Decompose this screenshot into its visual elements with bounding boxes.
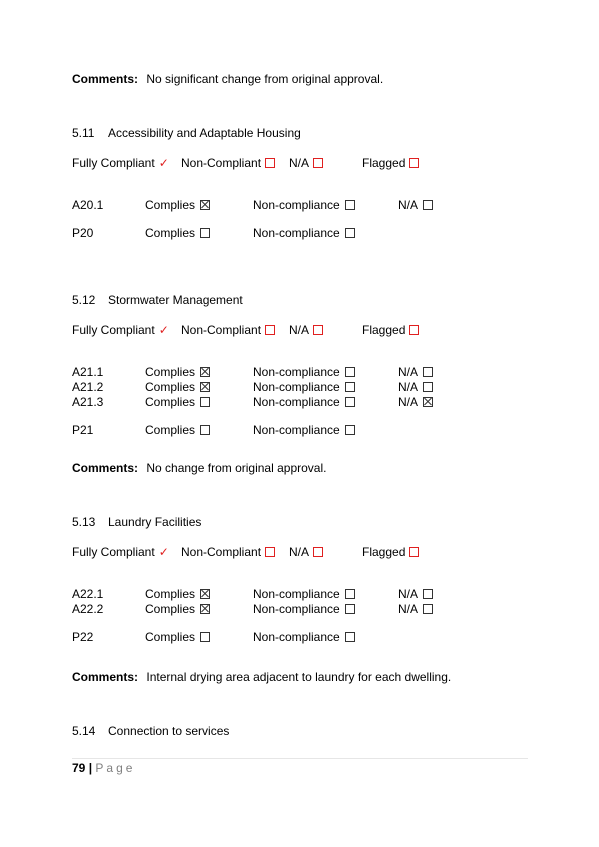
- red-checkbox-icon: [409, 158, 419, 168]
- checked-box-icon: [200, 200, 210, 210]
- status-na: [289, 323, 323, 337]
- row-code: P21: [72, 423, 94, 437]
- row-code: P20: [72, 226, 94, 240]
- status-non-compliant: [181, 156, 275, 170]
- red-checkbox-icon: [409, 325, 419, 335]
- red-checkbox-icon: [313, 325, 323, 335]
- status-na-label: N/A: [289, 323, 310, 337]
- red-checkbox-icon: [265, 325, 275, 335]
- red-checkbox-icon: [313, 158, 323, 168]
- checked-box-icon: [200, 382, 210, 392]
- complies-item: [145, 395, 210, 409]
- noncompliance-item: [253, 365, 355, 379]
- na-label: N/A: [398, 587, 419, 601]
- status-fully-compliant: [72, 545, 169, 559]
- checked-box-icon: [200, 589, 210, 599]
- noncompliance-item: [253, 587, 355, 601]
- section-5-13-number: 5.13: [72, 515, 96, 529]
- noncompliance-item: [253, 395, 355, 409]
- status-flagged-label: Flagged: [362, 545, 406, 559]
- tick-icon: ✓: [158, 323, 169, 337]
- empty-box-icon: [200, 425, 210, 435]
- status-fully-label: Fully Compliant: [72, 545, 155, 559]
- complies-item: [145, 365, 210, 379]
- empty-box-icon: [345, 589, 355, 599]
- status-non-label: Non-Compliant: [181, 156, 262, 170]
- na-label: N/A: [398, 602, 419, 616]
- complies-label: Complies: [145, 226, 196, 240]
- empty-box-icon: [423, 367, 433, 377]
- empty-box-icon: [345, 397, 355, 407]
- noncompliance-label: Non-compliance: [253, 630, 340, 644]
- empty-box-icon: [345, 200, 355, 210]
- empty-box-icon: [423, 200, 433, 210]
- row-code: A21.2: [72, 380, 104, 394]
- complies-label: Complies: [145, 587, 196, 601]
- row-code: A21.3: [72, 395, 104, 409]
- checked-box-icon: [200, 604, 210, 614]
- empty-box-icon: [423, 382, 433, 392]
- section-5-14-title: Connection to services: [108, 724, 230, 738]
- complies-label: Complies: [145, 380, 196, 394]
- section-5-12-number: 5.12: [72, 293, 96, 307]
- empty-box-icon: [345, 632, 355, 642]
- complies-item: [145, 198, 210, 212]
- na-label: N/A: [398, 365, 419, 379]
- row-code: A20.1: [72, 198, 104, 212]
- na-item: [398, 198, 433, 212]
- na-item: [398, 587, 433, 601]
- comment-line-5-12: [72, 461, 326, 475]
- tick-icon: ✓: [158, 545, 169, 559]
- empty-box-icon: [345, 425, 355, 435]
- noncompliance-item: [253, 380, 355, 394]
- noncompliance-label: Non-compliance: [253, 587, 340, 601]
- tick-icon: ✓: [158, 156, 169, 170]
- page-footer: [72, 761, 135, 775]
- empty-box-icon: [345, 367, 355, 377]
- na-item: [398, 380, 433, 394]
- empty-box-icon: [200, 397, 210, 407]
- status-na-label: N/A: [289, 545, 310, 559]
- row-code: A21.1: [72, 365, 104, 379]
- comment-text: Internal drying area adjacent to laundry for each dwelling.: [146, 670, 452, 684]
- complies-label: Complies: [145, 630, 196, 644]
- empty-box-icon: [345, 228, 355, 238]
- row-code: A22.1: [72, 587, 104, 601]
- complies-item: [145, 602, 210, 616]
- page-number: 79: [72, 761, 86, 775]
- page-word: Page: [95, 761, 136, 775]
- complies-label: Complies: [145, 365, 196, 379]
- section-5-11-number: 5.11: [72, 126, 95, 140]
- empty-box-icon: [423, 589, 433, 599]
- row-code: P22: [72, 630, 94, 644]
- status-fully-compliant: [72, 323, 169, 337]
- complies-item: [145, 423, 210, 437]
- red-checkbox-icon: [265, 158, 275, 168]
- status-fully-label: Fully Compliant: [72, 323, 155, 337]
- checked-box-icon: [200, 367, 210, 377]
- status-non-compliant: [181, 323, 275, 337]
- comment-text: No change from original approval.: [146, 461, 327, 475]
- complies-label: Complies: [145, 423, 196, 437]
- noncompliance-label: Non-compliance: [253, 380, 340, 394]
- na-label: N/A: [398, 198, 419, 212]
- section-5-11-title: Accessibility and Adaptable Housing: [108, 126, 301, 140]
- empty-box-icon: [345, 604, 355, 614]
- section-5-12-title: Stormwater Management: [108, 293, 243, 307]
- noncompliance-label: Non-compliance: [253, 423, 340, 437]
- complies-label: Complies: [145, 198, 196, 212]
- status-non-label: Non-Compliant: [181, 545, 262, 559]
- noncompliance-item: [253, 226, 355, 240]
- complies-label: Complies: [145, 395, 196, 409]
- complies-item: [145, 380, 210, 394]
- comment-line-top: [72, 72, 383, 86]
- row-code: A22.2: [72, 602, 104, 616]
- empty-box-icon: [200, 632, 210, 642]
- noncompliance-item: [253, 630, 355, 644]
- noncompliance-item: [253, 423, 355, 437]
- status-fully-compliant: [72, 156, 169, 170]
- noncompliance-label: Non-compliance: [253, 395, 340, 409]
- comment-text: No significant change from original approval.: [146, 72, 384, 86]
- comment-label: Comments:: [72, 670, 139, 684]
- noncompliance-label: Non-compliance: [253, 226, 340, 240]
- status-flagged: [362, 545, 419, 559]
- status-na-label: N/A: [289, 156, 310, 170]
- footer-divider: [72, 758, 528, 759]
- na-item: [398, 365, 433, 379]
- empty-box-icon: [200, 228, 210, 238]
- checked-box-icon: [423, 397, 433, 407]
- na-label: N/A: [398, 395, 419, 409]
- complies-item: [145, 630, 210, 644]
- noncompliance-item: [253, 602, 355, 616]
- status-flagged-label: Flagged: [362, 156, 406, 170]
- noncompliance-label: Non-compliance: [253, 365, 340, 379]
- complies-item: [145, 226, 210, 240]
- empty-box-icon: [423, 604, 433, 614]
- comment-label: Comments:: [72, 461, 139, 475]
- complies-label: Complies: [145, 602, 196, 616]
- red-checkbox-icon: [409, 547, 419, 557]
- status-non-label: Non-Compliant: [181, 323, 262, 337]
- status-fully-label: Fully Compliant: [72, 156, 155, 170]
- status-na: [289, 156, 323, 170]
- empty-box-icon: [345, 382, 355, 392]
- status-non-compliant: [181, 545, 275, 559]
- page-separator: |: [88, 761, 93, 775]
- status-na: [289, 545, 323, 559]
- noncompliance-label: Non-compliance: [253, 602, 340, 616]
- section-5-13-title: Laundry Facilities: [108, 515, 202, 529]
- section-5-14-number: 5.14: [72, 724, 96, 738]
- na-label: N/A: [398, 380, 419, 394]
- status-flagged: [362, 156, 419, 170]
- status-flagged-label: Flagged: [362, 323, 406, 337]
- noncompliance-label: Non-compliance: [253, 198, 340, 212]
- na-item: [398, 602, 433, 616]
- red-checkbox-icon: [265, 547, 275, 557]
- status-flagged: [362, 323, 419, 337]
- noncompliance-item: [253, 198, 355, 212]
- complies-item: [145, 587, 210, 601]
- comment-label: Comments:: [72, 72, 139, 86]
- na-item: [398, 395, 433, 409]
- comment-line-5-13: [72, 670, 451, 684]
- red-checkbox-icon: [313, 547, 323, 557]
